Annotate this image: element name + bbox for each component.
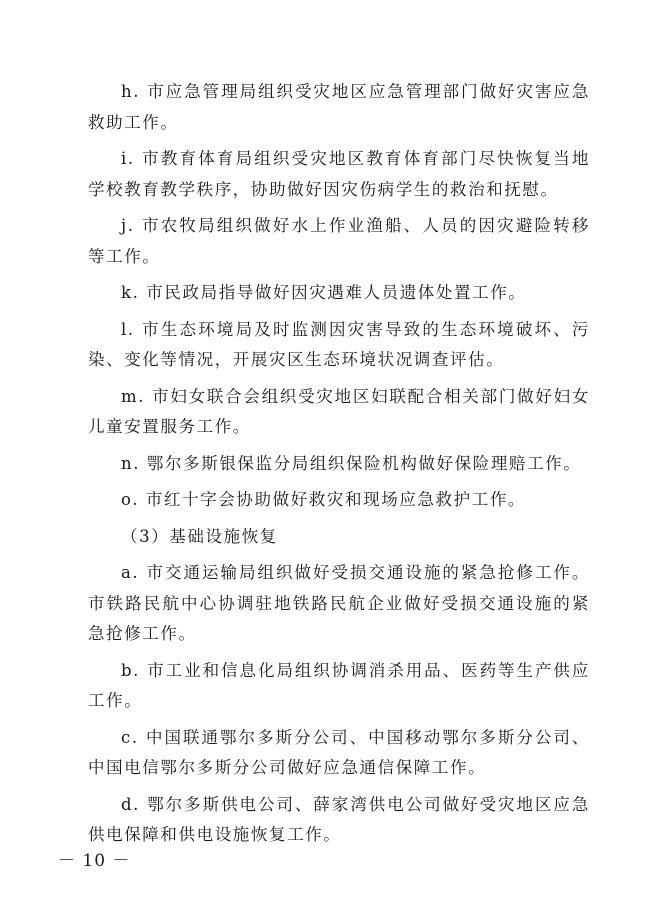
paragraph-c: c. 中国联通鄂尔多斯分公司、中国移动鄂尔多斯分公司、中国电信鄂尔多斯分公司做好应急通信保障工作。 — [88, 727, 590, 777]
paragraph-d: d. 鄂尔多斯供电公司、薛家湾供电公司做好受灾地区应急供电保障和供电设施恢复工作。 — [88, 794, 590, 844]
paragraph-b: b. 市工业和信息化局组织协调消杀用品、医药等生产供应工作。 — [88, 660, 590, 710]
paragraph-h: h. 市应急管理局组织受灾地区应急管理部门做好灾害应急救助工作。 — [88, 82, 590, 132]
paragraph-j: j. 市农牧局组织做好水上作业渔船、人员的因灾避险转移等工作。 — [88, 216, 590, 266]
paragraph-k: k. 市民政局指导做好因灾遇难人员遗体处置工作。 — [121, 283, 527, 302]
document-body — [88, 77, 590, 857]
paragraph-o: o. 市红十字会协助做好救灾和现场应急救护工作。 — [121, 490, 527, 509]
paragraph-m: m. 市妇女联合会组织受灾地区妇联配合相关部门做好妇女儿童安置服务工作。 — [88, 386, 590, 436]
section-heading-infrastructure: （3）基础设施恢复 — [121, 526, 278, 546]
paragraph-i: i. 市教育体育局组织受灾地区教育体育部门尽快恢复当地学校教育教学秩序，协助做好因灾伤病学生的救治和抚慰。 — [88, 149, 590, 199]
paragraph-a: a. 市交通运输局组织做好受损交通设施的紧急抢修工作。市铁路民航中心协调驻地铁路民航企业做好受损交通设施的紧急抢修工作。 — [88, 563, 590, 643]
paragraph-n: n. 鄂尔多斯银保监分局组织保险机构做好保险理赔工作。 — [121, 453, 582, 473]
paragraph-l: l. 市生态环境局及时监测因灾害导致的生态环境破坏、污染、变化等情况，开展灾区生态环境状况调查评估。 — [88, 319, 590, 369]
page-number: － 10 － — [58, 851, 131, 871]
